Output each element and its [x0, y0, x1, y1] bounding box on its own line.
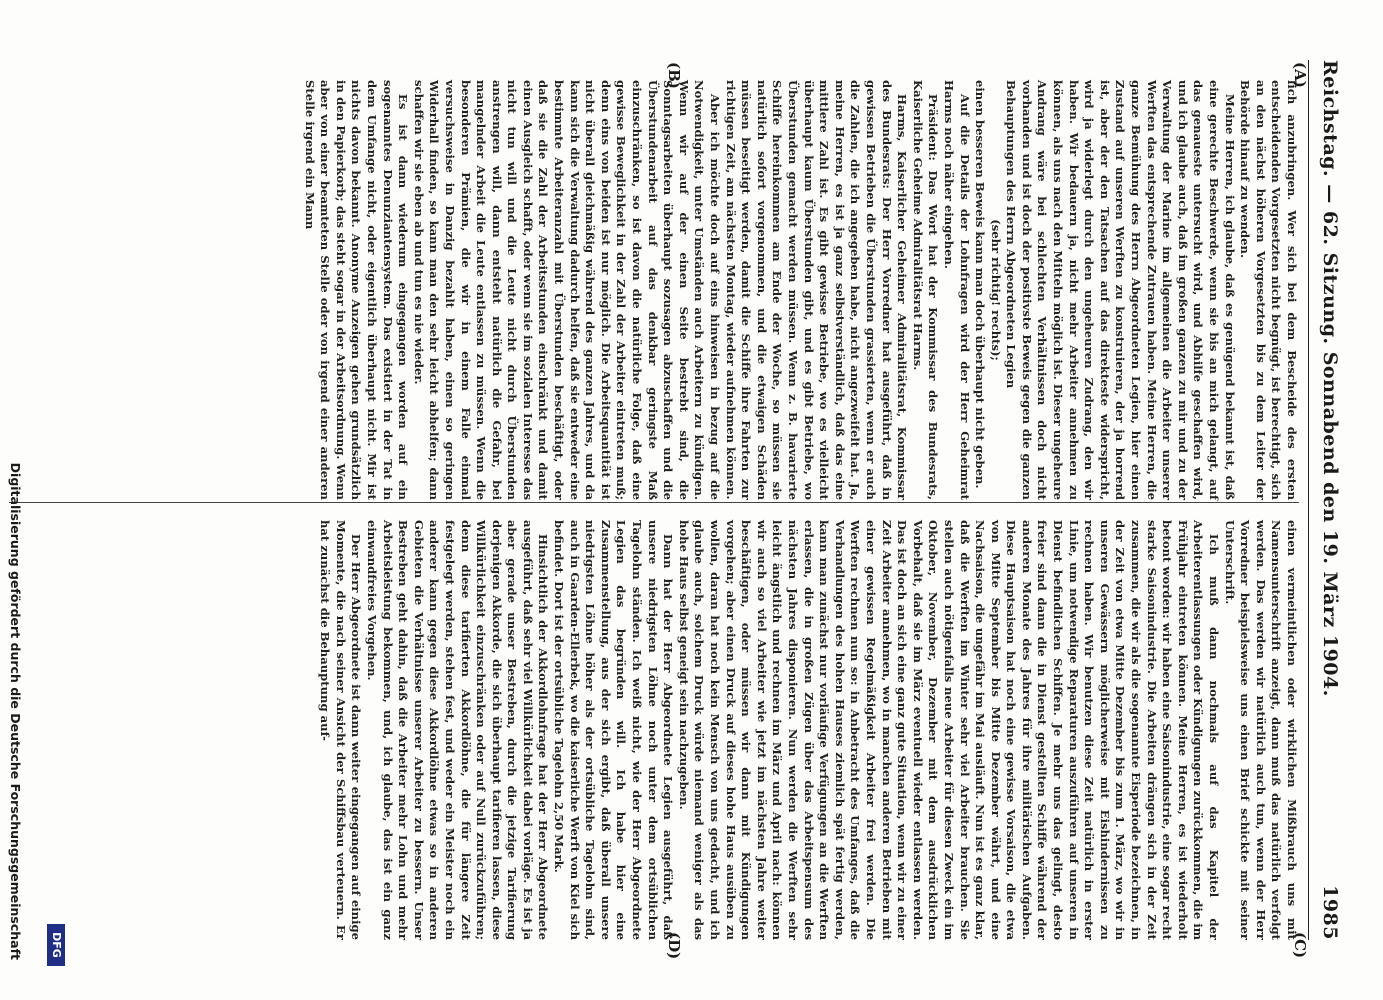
paragraph: einen vermeintlichen oder wirklichen Mißbrauch uns mit Namensunterschrift anzeigt, dann muß das natürlich verfolgt werden. Das werden wir natürlich auch tun, wenn der Herr Vorredner beispielsweise uns einen Brief schickte mit seiner Unterschrift.	[1222, 520, 1299, 940]
right-column	[317, 520, 1299, 940]
paragraph: lich anzubringen. Wer sich bei dem Bescheide des ersten entscheidenden Vorgesetzten nicht begnügt, ist berechtigt, sich an den nächst höheren Vorgesetzten bis zu dem Leiter der Behörde hinauf zu wenden.	[1238, 80, 1299, 500]
paragraph: Ich muß dann nochmals auf das Kapitel der Arbeiterentlassungen oder Kündigungen zurückkommen, die im Frühjahr eintreten können. Meine Herren, es ist wiederholt betont worden: wir haben eine Saisonindustrie, eine sogar recht starke Saisonindustrie. Die Arbeiten drängen sich in der Zeit zusammen, die wir als die sogenannte Eisperiode bezeichnen, in der Zeit von etwa Mitte Dezember bis zum 1. März, wo wir in unseren Gewässern möglicherweise mit Eishindernissen zu rechnen haben. Wir benutzen diese Zeit natürlich in erster Linie, um notwendige Reparaturen auszuführen auf unseren in Dienst befindlichen Schiffen. Je mehr uns das gelingt, desto freier sind dann die in Dienst gestellten Schiffe während der anderen Monate des Jahres für ihre militärischen Aufgaben. Diese Hauptsaison hat noch eine gewisse Vorsaison, die etwa von Mitte September bis Mitte Dezember währt, und eine Nachsaison, die ungefähr im Mai ausläuft. Nun ist es ganz klar, daß die Werften im Winter sehr viel Arbeiter brauchen. Sie stellen auch nötigenfalls neue Arbeiter für diesen Zweck ein im Oktober, November, Dezember mit dem ausdrücklichen Vorbehalt, daß sie im März eventuell wieder entlassen werden. Das ist doch an sich eine ganz gute Situation, wenn wir zu einer Zeit Arbeiter annehmen, wo in manchen anderen Betrieben mit einer gewissen Regelmäßigkeit Arbeiter frei werden. Die Werften rechnen nun so: in Anbetracht des Umfanges, daß die Verhandlungen des hohen Hauses ziemlich spät fertig werden, kann man zunächst nur vorläufige Verfügungen an die Werften erlassen, die in großen Zügen über das Arbeitspensum des nächsten Jahres disponieren. Nun werden die Werften sehr leicht ängstlich und rechnen im März und April nach: können wir auch so viel Arbeiter wie jetzt im nächsten Jahre weiter beschäftigen, oder müssen wir dann mit Kündigungen vorgehen; aber einen Druck auf dieses hohe Haus ausüben zu wollen, daran hat noch kein Mensch von uns gedacht, und ich glaube auch, solchem Druck würde niemand weniger als das hohe Haus selbst geneigt sein nachzugeben.	[676, 520, 1222, 940]
page-number: 1985	[1319, 885, 1341, 940]
paragraph: Meine Herren, ich glaube, daß es genügend bekannt ist, daß eine gerechte Beschwerde, wenn sie bis an mich gelangt, auf das genaueste untersucht wird, und Abhilfe geschaffen wird, und ich glaube auch, daß im großen ganzen zu mir und zu der Verwaltung der Marine im allgemeinen die Arbeiter unserer Werften das entsprechende Zutrauen haben. Meine Herren, die ganze Bemühung des Herrn Abgeordneten Legien, hier einen Zustand auf unseren Werften zu konstruieren, der ja horrend ist, aber der den Tatsachen auf das direkteste widerspricht, wird ja widerlegt durch den ungeheuren Zudrang, den wir haben. Wir bedauern ja, nicht mehr Arbeiter annehmen zu können, als uns nach den Mitteln möglich ist. Dieser ungeheure Andrang wäre bei schlechten Verhältnissen doch nicht vorhanden und ist doch der positivste Beweis gegen die ganzen Behauptungen des Herrn Abgeordneten Legien	[1004, 80, 1237, 500]
digitization-credit: Digitalisierung gefördert durch die Deutsche Forschungsgemeinschaft	[8, 462, 23, 960]
paragraph: Der Herr Abgeordnete ist dann weiter eingegangen auf einige Momente, die nach seiner Ansicht der Schiffsbau verteuern. Er hat zunächst die Behauptung auf-	[318, 520, 364, 940]
section-marker-d: (D)	[665, 932, 683, 960]
section-marker-c: (C)	[1291, 932, 1309, 959]
interjection: (sehr richtig! rechts);	[988, 219, 1003, 361]
paragraph: Auf die Details der Lohnfragen wird der Herr Geheimrat Harms noch näher eingehen.	[941, 80, 972, 500]
header-rule	[1308, 60, 1309, 940]
column-divider	[9, 502, 1299, 503]
paragraph: Hinsichtlich der Akkordlohnfrage hat der Herr Abgeordnete ausgeführt, daß sehr viel Willkürlichkeit dabei vorläge. Es ist ja aber gerade unser Bestreben, durch die jetzige Tarifierung derjenigen Akkorde, die sich überhaupt tarifieren lassen, diese Willkürlichkeit einzuschränken oder auf Null zurückzuführen; denn diese tarifierten Akkordlöhne, die für längere Zeit festgelegt werden, stehen fest, und weder ein Meister noch ein anderer kann gegen diese Akkordlöhne etwas so in anderen Gebieten die Verhältnisse unserer Arbeiter zu bessern. Unser Bestreben geht dahin, daß die Arbeiter mehr Lohn und mehr Arbeitsleistung bekommen, und, ich glaube, das ist ein ganz einwandfreies Vorgehen.	[364, 520, 551, 940]
paragraph: Es ist dann wiederum eingegangen worden auf ein sogenanntes Denunziantensystem. Das existiert in der Tat in dem Umfange nicht, oder eigentlich überhaupt nicht. Mir ist nichts davon bekannt. Anonyme Anzeigen gehen grundsätzlich in den Papierkorb; das steht sogar in der Arbeitsordnung. Wenn aber von einer beamteten Stelle oder von irgend einer anderen Stelle irgend ein Mann	[302, 80, 411, 500]
paragraph: Dann hat der Herr Abgeordnete Legien ausgeführt, daß unsere niedrigsten Löhne noch unter dem ortsüblichen Tagelohn ständen. Ich weiß nicht, wie der Herr Abgeordnete Legien das begründen will. Ich habe hier eine Zusammenstellung, aus der sich ergibt, daß überall unsere niedrigsten Löhne höher als der ortsübliche Tagelohn sind, auch in Gaarden-Ellerbek, wo die kaiserliche Werft von Kiel sich befindet. Dort ist der ortsübliche Tagelohn 2,50 Mark.	[552, 520, 676, 940]
left-column	[301, 80, 1299, 500]
speaker-paragraph: Präsident: Das Wort hat der Kommissar des Bundesrats, Kaiserliche Geheime Admiralitätsrat Harms.	[910, 80, 941, 500]
dfg-logo: DFG	[47, 924, 65, 966]
paragraph: Aber ich möchte doch auf eins hinweisen in bezug auf die Notwendigkeit, unter Umständen auch Arbeitern zu kündigen. Wenn wir auf der einen Seite bestrebt sind, die Sonntagsarbeiten überhaupt sozusagen abzuschaffen und die Überstundenarbeit auf das denkbar geringste Maß einzuschränken, so ist davon die natürliche Folge, daß eine gewisse Beweglichkeit in der Zahl der Arbeiter eintreten muß; denn eins von beiden ist nur möglich. Die Arbeitsquantität ist nicht überall gleichmäßig während des ganzen Jahres, und da kann sich die Verwaltung dadurch helfen, daß sie entweder eine bestimmte Arbeiteranzahl mit Überstunden beschäftigt, oder daß sie die Zahl der Arbeitsstunden einschränkt und damit einen Ausgleich schafft, oder wenn sie im sozialen Interesse das nicht tun will und die Leute nicht durch Überstunden anstrengen will, dann entsteht natürlich die Gefahr, bei mangelnder Arbeit die Leute entlassen zu müssen. Wenn die besonderen Prämien, die wir in einem Falle einmal versuchsweise in Danzig bezahlt haben, einen so geringen Widerhall finden, so kann man den sehr leicht abhelfen; dann schaffen wir sie eben ab und tun es nie wieder.	[411, 80, 723, 500]
section-marker-b: (B)	[665, 62, 683, 89]
header-title: Reichstag. — 62. Sitzung. Sonnabend den 19. März 1904.	[1319, 60, 1341, 697]
speaker-paragraph: Harms, Kaiserlicher Geheimer Admiralitätsrat, Kommissar des Bundesrats: Der Herr Vorredner hat ausgeführt, daß in gewissen Betrieben die Überstunden grassierten, wenn er auch die Zahlen, die ich angegeben habe, nicht angezweifelt hat. Ja, meine Herren, es ist ja ganz selbstverständlich, daß das eine mittlere Zahl ist. Es gibt gewisse Betriebe, wo es vielleicht überhaupt kaum Überstunden gibt, und es gibt Betriebe, wo Überstunden gemacht werden müssen. Wenn z. B. havarierte Schiffe hereinkommen am Ende der Woche, so müssen sie natürlich sofort vorgenommen, und die etwaigen Schäden müssen beseitigt werden, damit die Schiffe ihre Fahrten zur richtigen Zeit, am nächsten Montag, wieder aufnehmen können.	[723, 80, 910, 500]
paragraph: einen besseren Beweis kann man doch überhaupt nicht geben.	[973, 80, 988, 489]
section-marker-a: (A)	[1291, 62, 1309, 88]
page-header	[1311, 60, 1345, 940]
